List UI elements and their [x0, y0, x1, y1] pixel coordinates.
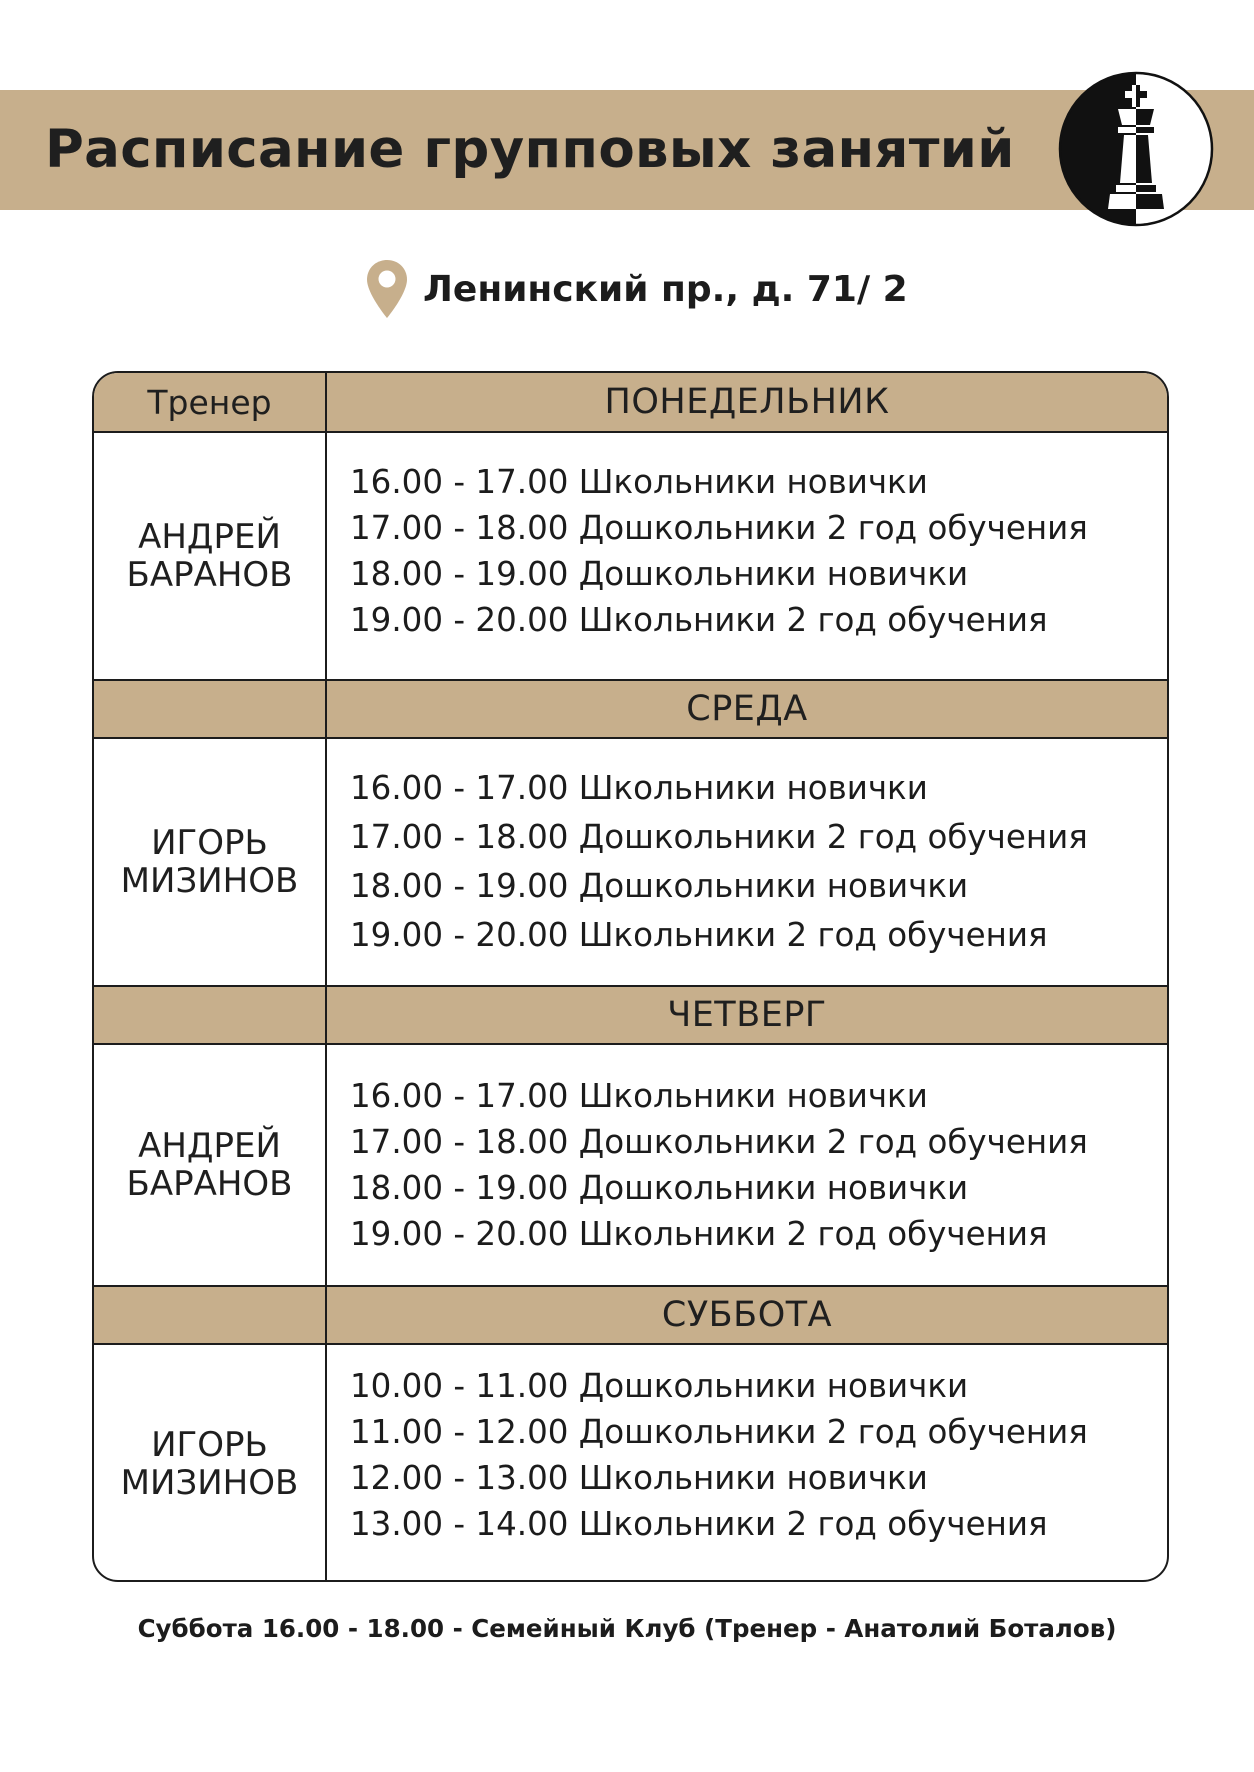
- day-header-row: [94, 985, 1167, 1045]
- class-slot: 19.00 - 20.00 Школьники 2 год обучения: [350, 1215, 1048, 1253]
- schedule-table: [92, 371, 1169, 1582]
- day-label: ЧЕТВЕРГ: [667, 995, 827, 1035]
- class-slot: 19.00 - 20.00 Школьники 2 год обучения: [350, 601, 1048, 639]
- class-slot: 17.00 - 18.00 Дошкольники 2 год обучения: [350, 1123, 1088, 1161]
- class-list: [350, 1073, 1157, 1257]
- class-slot: 18.00 - 19.00 Дошкольники новички: [350, 555, 969, 593]
- coach-column-header: Тренер: [147, 382, 272, 422]
- address-text: Ленинский пр., д. 71/ 2: [423, 268, 908, 310]
- coach-name: ИГОРЬ МИЗИНОВ: [120, 1424, 299, 1503]
- class-slot: 11.00 - 12.00 Дошкольники 2 год обучения: [350, 1413, 1088, 1451]
- class-slot: 19.00 - 20.00 Школьники 2 год обучения: [350, 916, 1048, 954]
- footer-note: Суббота 16.00 - 18.00 - Семейный Клуб (Тренер - Анатолий Боталов): [137, 1614, 1117, 1643]
- coach-name: АНДРЕЙ БАРАНОВ: [126, 517, 293, 595]
- coach-cell: [94, 1345, 325, 1582]
- day-header-row: [94, 373, 1167, 433]
- chess-king-icon: [1058, 71, 1214, 227]
- coach-name: ИГОРЬ МИЗИНОВ: [120, 823, 299, 901]
- class-slot: 17.00 - 18.00 Дошкольники 2 год обучения: [350, 818, 1088, 856]
- day-label: СРЕДА: [686, 689, 808, 729]
- coach-cell: [94, 1045, 325, 1285]
- day-header-row: [94, 1285, 1167, 1345]
- class-slot: 16.00 - 17.00 Школьники новички: [350, 463, 928, 501]
- day-label: ПОНЕДЕЛЬНИК: [604, 382, 890, 422]
- class-slot: 17.00 - 18.00 Дошкольники 2 год обучения: [350, 509, 1088, 547]
- class-slot: 16.00 - 17.00 Школьники новички: [350, 1077, 928, 1115]
- class-slot: 10.00 - 11.00 Дошкольники новички: [350, 1367, 969, 1405]
- column-divider: [325, 373, 327, 1580]
- page-title: Расписание групповых занятий: [45, 119, 1015, 180]
- day-label: СУББОТА: [661, 1295, 833, 1335]
- class-list: [350, 1363, 1157, 1547]
- coach-name: АНДРЕЙ БАРАНОВ: [126, 1126, 293, 1204]
- class-slot: 13.00 - 14.00 Школьники 2 год обучения: [350, 1505, 1048, 1543]
- class-slot: 16.00 - 17.00 Школьники новички: [350, 769, 928, 807]
- class-slot: 18.00 - 19.00 Дошкольники новички: [350, 1169, 969, 1207]
- address: [365, 258, 908, 320]
- day-header-row: [94, 679, 1167, 739]
- class-slot: 12.00 - 13.00 Школьники новички: [350, 1459, 928, 1497]
- class-list: [350, 764, 1157, 960]
- class-slot: 18.00 - 19.00 Дошкольники новички: [350, 867, 969, 905]
- location-pin-icon: [365, 258, 409, 320]
- coach-cell: [94, 739, 325, 985]
- class-list: [350, 459, 1157, 643]
- coach-cell: [94, 433, 325, 679]
